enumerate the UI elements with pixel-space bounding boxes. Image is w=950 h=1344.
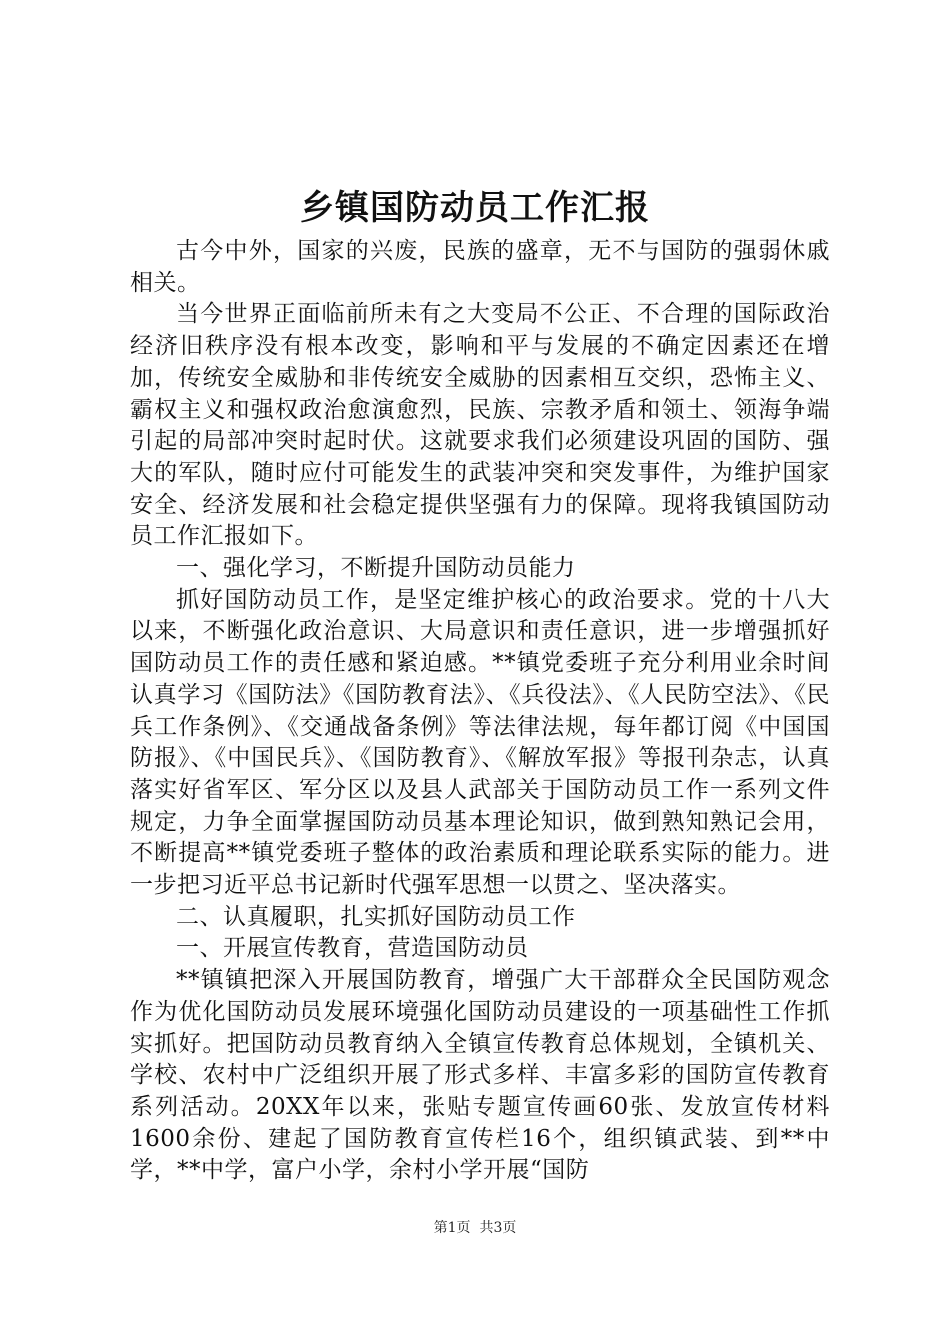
document-title: 乡镇国防动员工作汇报: [300, 188, 650, 228]
subsection-heading-1: 一、开展宣传教育，营造国防动员: [176, 935, 529, 962]
paragraph-study: 抓好国防动员工作，是坚定维护核心的政治要求。党的十八大以来，不断强化政治意识、大局意识和责任意识，进一步增强抓好国防动员工作的责任感和紧迫感。**镇党委班子充分利用业余时间认真学习《国防法》《国防教育法》、《兵役法》、《人民防空法》、《民兵工作条例》、《交通战备条例》等法律法规，每年都订阅《中国国防报》、《中国民兵》、《国防教育》、《解放军报》等报刊杂志，认真落实好省军区、军分区以及县人武部关于国防动员工作一系列文件规定，力争全面掌握国防动员基本理论知识，做到熟知熟记会用，不断提高**镇党委班子整体的政治素质和理论联系实际的能力。进一步把习近平总书记新时代强军思想一以贯之、坚决落实。: [130, 586, 830, 899]
page-total: 共3页: [479, 1220, 517, 1236]
paragraph-intro: 古今中外，国家的兴废，民族的盛章，无不与国防的强弱休戚相关。: [130, 238, 830, 296]
paragraph-context: 当今世界正面临前所未有之大变局不公正、不合理的国际政治经济旧秩序没有根本改变，影响和平与发展的不确定因素还在增加，传统安全威胁和非传统安全威胁的因素相互交织，恐怖主义、霸权主义和强权政治愈演愈烈，民族、宗教矛盾和领土、领海争端引起的局部冲突时起时伏。这就要求我们必须建设巩固的国防、强大的军队，随时应付可能发生的武装冲突和突发事件，为维护国家安全、经济发展和社会稳定提供坚强有力的保障。现将我镇国防动员工作汇报如下。: [130, 301, 830, 550]
document-body: [130, 236, 830, 1187]
paragraph-education: **镇镇把深入开展国防教育，增强广大干部群众全民国防观念作为优化国防动员发展环境强化国防动员建设的一项基础性工作抓实抓好。把国防动员教育纳入全镇宣传教育总体规划，全镇机关、学校、农村中广泛组织开展了形式多样、丰富多彩的国防宣传教育系列活动。20XX年以来，张贴专题宣传画60张、发放宣传材料1600余份、建起了国防教育宣传栏16个，组织镇武装、到**中学，**中学，富户小学，余村小学开展“国防: [130, 967, 830, 1184]
section-heading-1: 一、强化学习，不断提升国防动员能力: [176, 555, 576, 582]
page-footer: [0, 1217, 950, 1237]
section-heading-2: 二、认真履职，扎实抓好国防动员工作: [176, 903, 576, 930]
page-number: 第1页: [433, 1220, 471, 1236]
